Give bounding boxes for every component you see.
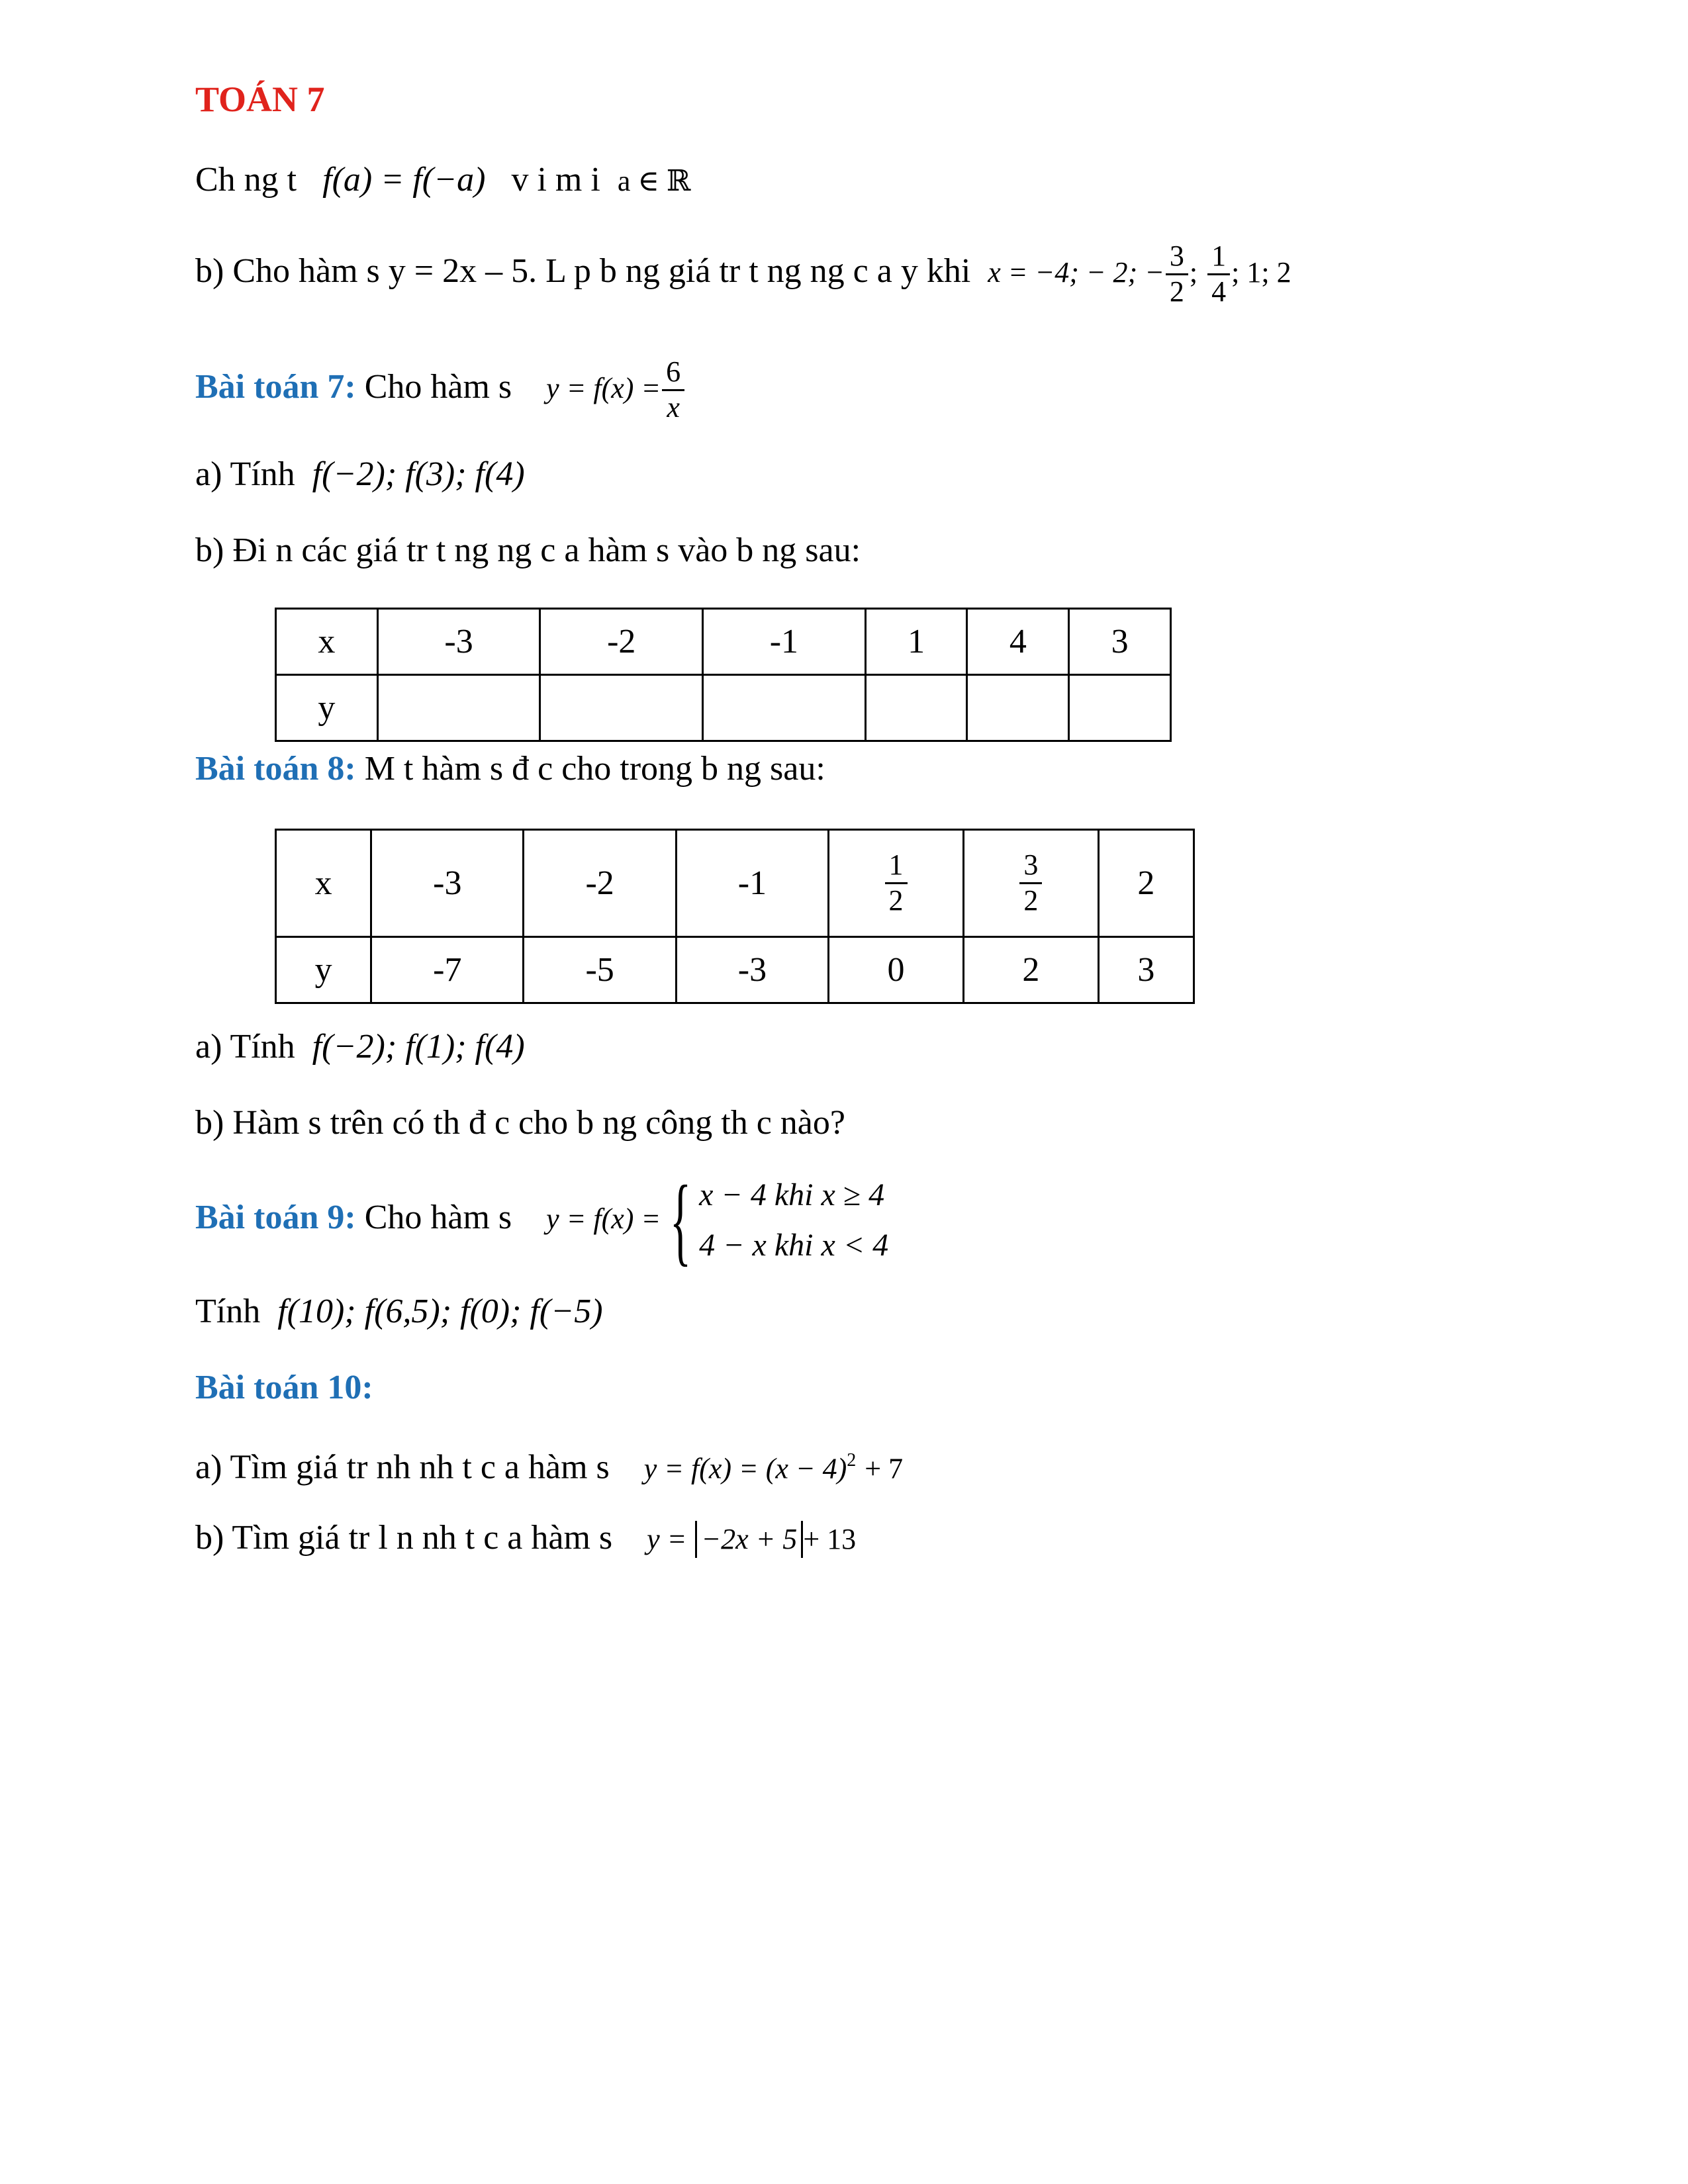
table-cell: -2: [524, 830, 676, 937]
table-cell: 1: [865, 609, 967, 675]
problem-8b: [195, 1102, 845, 1144]
table-cell: y: [276, 937, 371, 1003]
problem-7-text: Cho hàm s: [364, 368, 512, 406]
table-cell: -7: [371, 937, 524, 1003]
problem-8a-text: a) Tính: [195, 1028, 295, 1066]
problem-9-label: Bài toán 9:: [195, 1199, 356, 1236]
problem-10a-text: a) Tìm giá tr nh nh t c a hàm s: [195, 1448, 610, 1486]
line-table-y: [195, 235, 1291, 309]
table-cell: 3: [1098, 937, 1194, 1003]
problem-7-label: Bài toán 7:: [195, 368, 356, 406]
table-cell: [865, 675, 967, 741]
table-2-row-y: [276, 937, 1194, 1003]
problem-10a-formula: y = f(x) = (x − 4): [643, 1452, 847, 1485]
problem-7-formula: y = f(x) =: [546, 372, 661, 404]
problem-8a: [195, 1026, 525, 1068]
problem-7: [195, 351, 686, 425]
table-cell: [540, 675, 703, 741]
case-2: 4 − x khi x < 4: [699, 1228, 889, 1263]
fraction-1-2: $\frac{1}{2}$: [885, 848, 908, 917]
table-cell: [967, 675, 1069, 741]
prove-domain: a ∈ ℝ: [617, 165, 691, 197]
table-cell: [963, 830, 1098, 937]
problem-10: [195, 1367, 373, 1409]
problem-7a: [195, 453, 525, 496]
table-cell: 2: [1098, 830, 1194, 937]
table-cell: 2: [963, 937, 1098, 1003]
table-cell: x: [276, 830, 371, 937]
absolute-value: −2x + 5: [695, 1521, 803, 1558]
table-cell: [703, 675, 866, 741]
fraction-6-x: $\frac{6}{x}$: [662, 355, 684, 424]
line-prove: [195, 159, 691, 203]
problem-8-text: M t hàm s đ c cho trong b ng sau:: [364, 750, 825, 788]
prove-suffix: v i m i: [511, 161, 600, 199]
problem-10a-tail: + 7: [865, 1452, 904, 1485]
x-values-tail: ; 1; 2: [1231, 256, 1291, 289]
problem-10b: [195, 1517, 856, 1561]
problem-9-calc-formula: f(10); f(6,5); f(0); f(−5): [277, 1293, 603, 1330]
table-cell: [829, 830, 964, 937]
problem-7b-text: b) Đi n các giá tr t ng ng c a hàm s vào b ng sau:: [195, 531, 861, 569]
problem-9-calc: [195, 1291, 603, 1333]
left-brace: {: [669, 1165, 692, 1276]
problem-9: [195, 1165, 889, 1276]
table-cell: 3: [1069, 609, 1171, 675]
table-1-row-y: [276, 675, 1171, 741]
problem-9-formula: y = f(x) =: [546, 1203, 661, 1235]
table-2-row-x: [276, 830, 1194, 937]
separator: ;: [1189, 256, 1198, 289]
problem-8: [195, 748, 825, 790]
problem-10a: [195, 1439, 903, 1490]
table-cell: x: [276, 609, 378, 675]
page-title: TOÁN 7: [195, 79, 325, 119]
problem-9-calc-text: Tính: [195, 1293, 261, 1330]
problem-8b-text: b) Hàm s trên có th đ c cho b ng công th c nào?: [195, 1104, 845, 1142]
x-values-prefix: x = −4; − 2; −: [988, 256, 1164, 289]
fraction-1-4: $\frac{1}{4}$: [1207, 240, 1230, 308]
problem-7b: [195, 529, 861, 572]
table-cell: -5: [524, 937, 676, 1003]
piecewise-cases: [699, 1170, 888, 1271]
table-y-text: b) Cho hàm s y = 2x – 5. L p b ng giá tr t ng ng c a y khi: [195, 252, 971, 290]
case-1: x − 4 khi x ≥ 4: [699, 1177, 885, 1213]
table-2: [275, 829, 1195, 1004]
table-1: [275, 608, 1172, 742]
table-cell: -3: [371, 830, 524, 937]
exponent: 2: [847, 1450, 857, 1471]
problem-10b-formula: y =: [647, 1523, 687, 1555]
problem-7a-text: a) Tính: [195, 455, 295, 493]
table-cell: 0: [829, 937, 964, 1003]
problem-10b-tail: + 13: [803, 1523, 857, 1555]
problem-7a-formula: f(−2); f(3); f(4): [312, 455, 525, 493]
table-cell: -3: [676, 937, 828, 1003]
problem-10b-text: b) Tìm giá tr l n nh t c a hàm s: [195, 1519, 613, 1557]
problem-10-label: Bài toán 10:: [195, 1369, 373, 1406]
table-cell: -3: [377, 609, 540, 675]
table-cell: -2: [540, 609, 703, 675]
table-cell: [377, 675, 540, 741]
table-cell: y: [276, 675, 378, 741]
problem-8-label: Bài toán 8:: [195, 750, 356, 788]
prove-text: Ch ng t: [195, 161, 297, 199]
problem-9-text: Cho hàm s: [364, 1199, 512, 1236]
table-cell: -1: [703, 609, 866, 675]
fraction-3-2: $\frac{3}{2}$: [1019, 848, 1042, 917]
table-cell: 4: [967, 609, 1069, 675]
prove-formula: f(a) = f(−a): [322, 161, 486, 199]
problem-8a-formula: f(−2); f(1); f(4): [312, 1028, 525, 1066]
table-1-row-x: [276, 609, 1171, 675]
fraction-3-2: $\frac{3}{2}$: [1166, 240, 1188, 308]
table-cell: -1: [676, 830, 828, 937]
table-cell: [1069, 675, 1171, 741]
